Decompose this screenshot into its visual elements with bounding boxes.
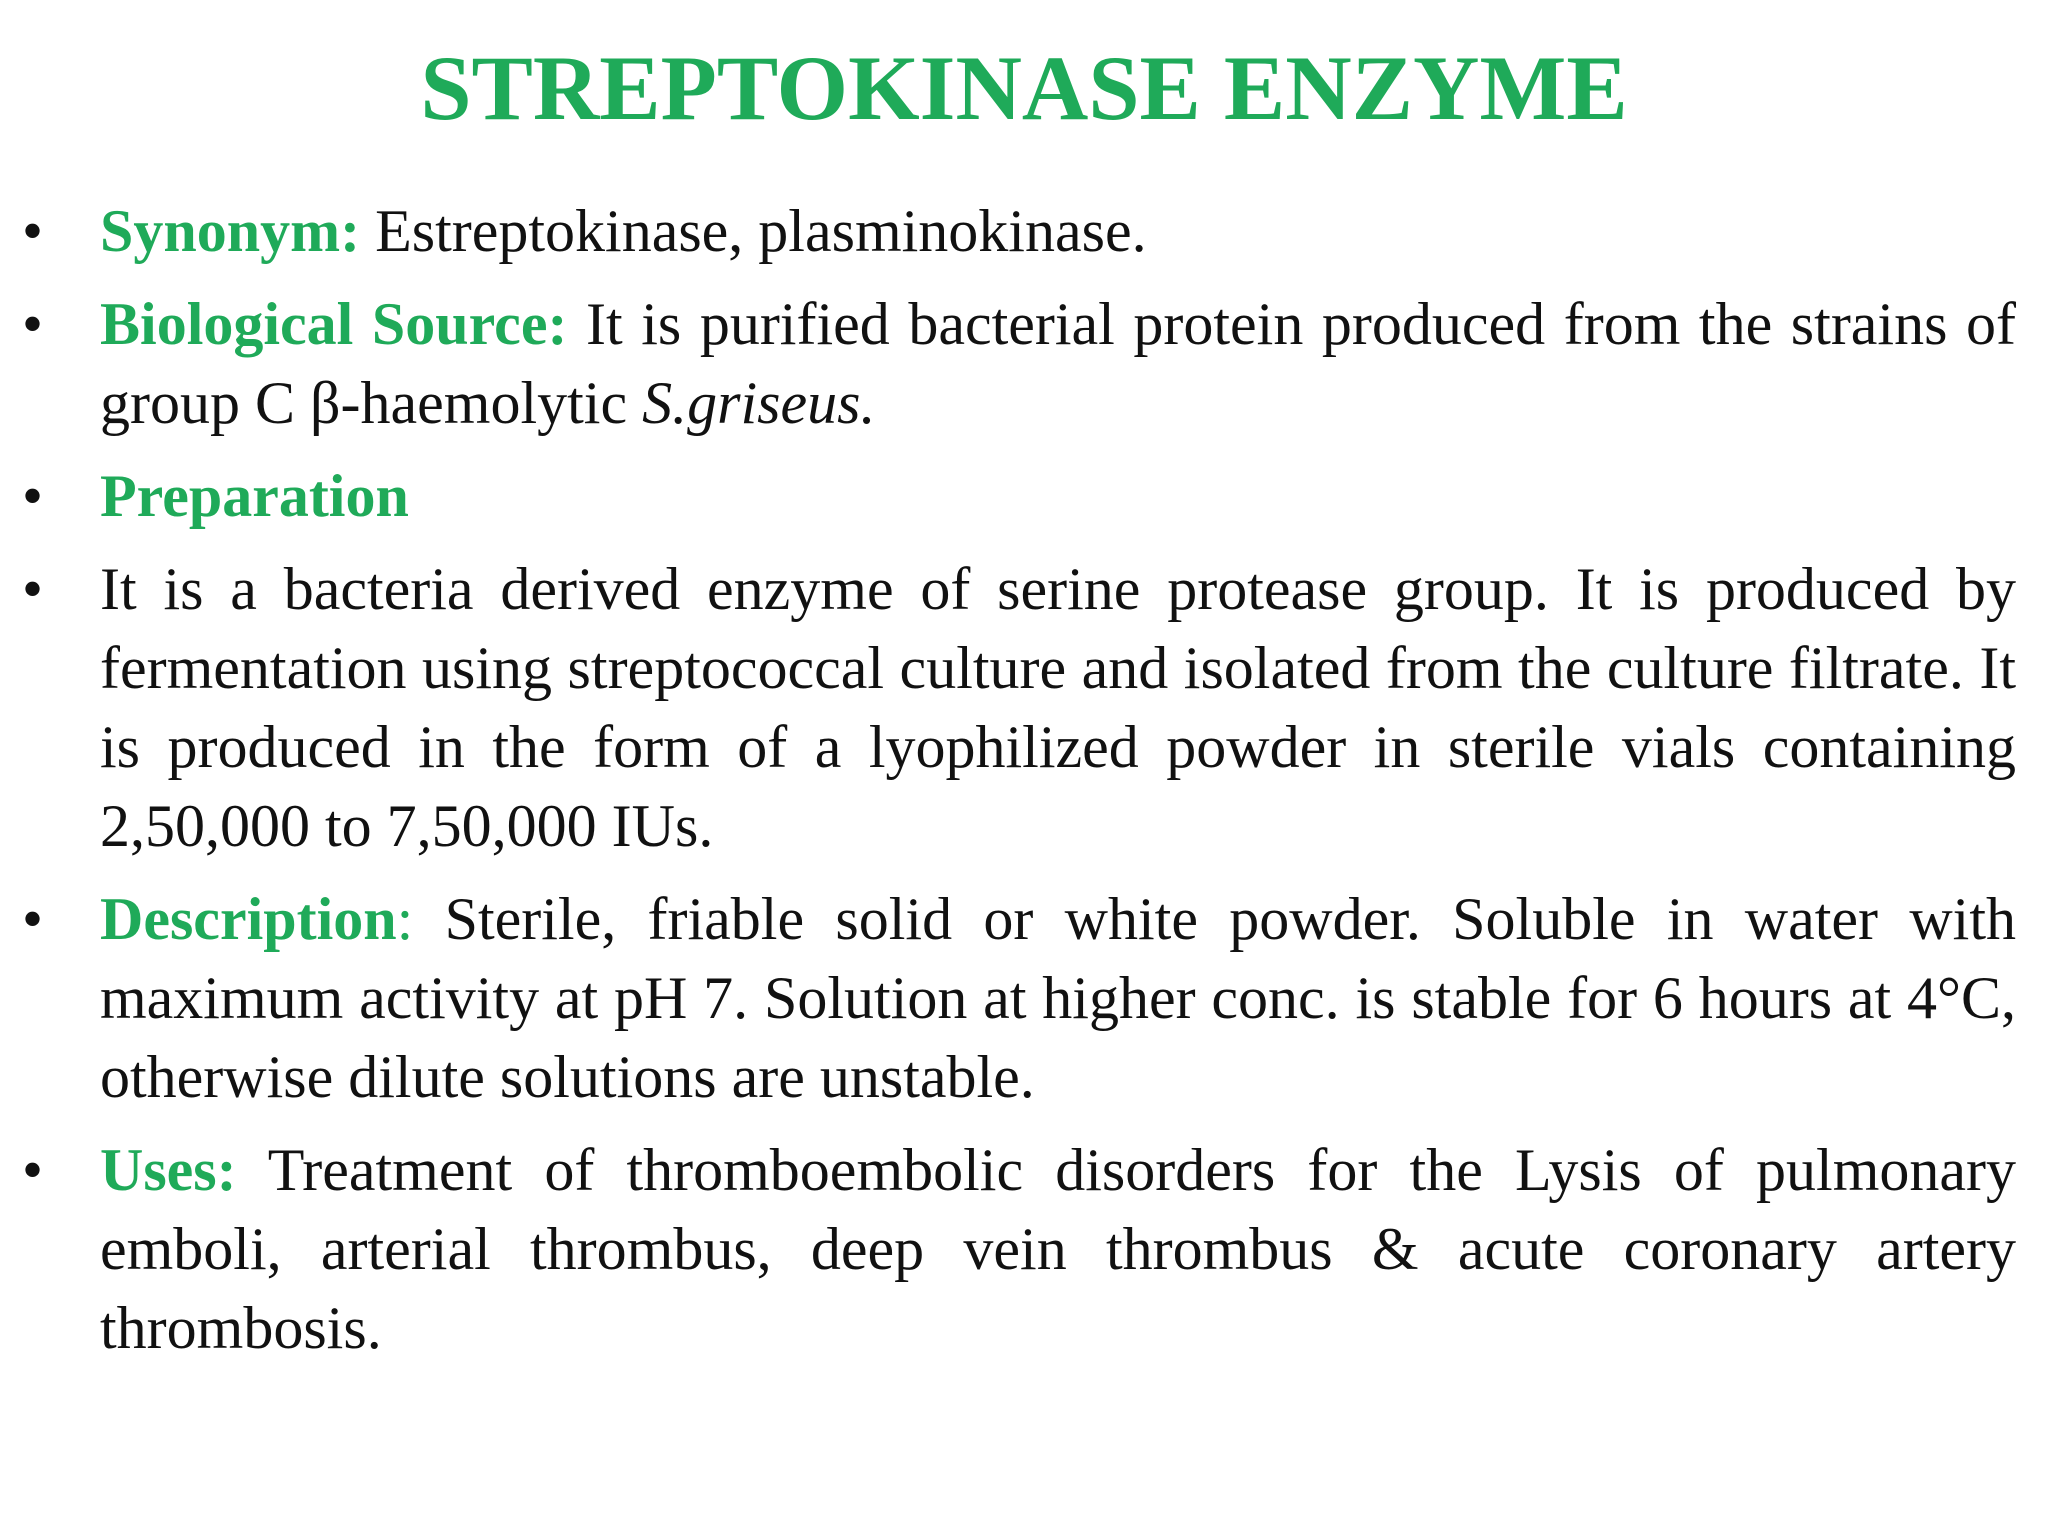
bullet-dot-icon: • — [22, 556, 44, 622]
bullet-preparation-detail — [0, 550, 2048, 866]
bullet-synonym — [0, 192, 2048, 271]
bullet-dot-icon: • — [22, 1137, 44, 1203]
bullet-dot-icon: • — [22, 198, 44, 264]
bullet-uses — [0, 1131, 2048, 1368]
uses-label: Uses: — [100, 1137, 237, 1203]
bullet-dot-icon: • — [22, 463, 44, 529]
biological-source-organism: S.griseus. — [642, 370, 876, 436]
slide-title: STREPTOKINASE ENZYME — [420, 37, 1628, 139]
bullet-dot-icon: • — [22, 886, 44, 952]
preparation-detail-text: It is a bacteria derived enzyme of serine protease group. It is produced by fermentation using streptococcal culture and isolated from the culture filtrate. It is produced in the form of a lyophilized powder in sterile vials containing 2,50,000 to 7,50,000 IUs. — [100, 556, 2016, 859]
preparation-label: Preparation — [100, 463, 409, 529]
bullet-preparation — [0, 457, 2048, 536]
bullet-dot-icon: • — [22, 291, 44, 357]
uses-text: Treatment of thromboembolic disorders for the Lysis of pulmonary emboli, arterial thrombus, deep vein thrombus & acute coronary artery thrombosis. — [100, 1137, 2016, 1361]
bullet-list — [0, 192, 2048, 1382]
bullet-description — [0, 880, 2048, 1117]
synonym-label: Synonym: — [100, 198, 361, 264]
description-colon: : — [396, 886, 414, 952]
synonym-text: Estreptokinase, plasminokinase. — [360, 198, 1147, 264]
description-text: Sterile, friable solid or white powder. Soluble in water with maximum activity at pH 7. Solution at higher conc. is stable for 6 hours at 4°C, otherwise dilute solutions are unstable. — [100, 886, 2016, 1110]
biological-source-text: It is purified bacterial protein produced from the strains of group C β-haemolytic — [100, 291, 2017, 436]
biological-source-label: Biological Source: — [100, 291, 568, 357]
bullet-biological-source — [0, 285, 2048, 443]
description-label: Description — [100, 886, 397, 952]
